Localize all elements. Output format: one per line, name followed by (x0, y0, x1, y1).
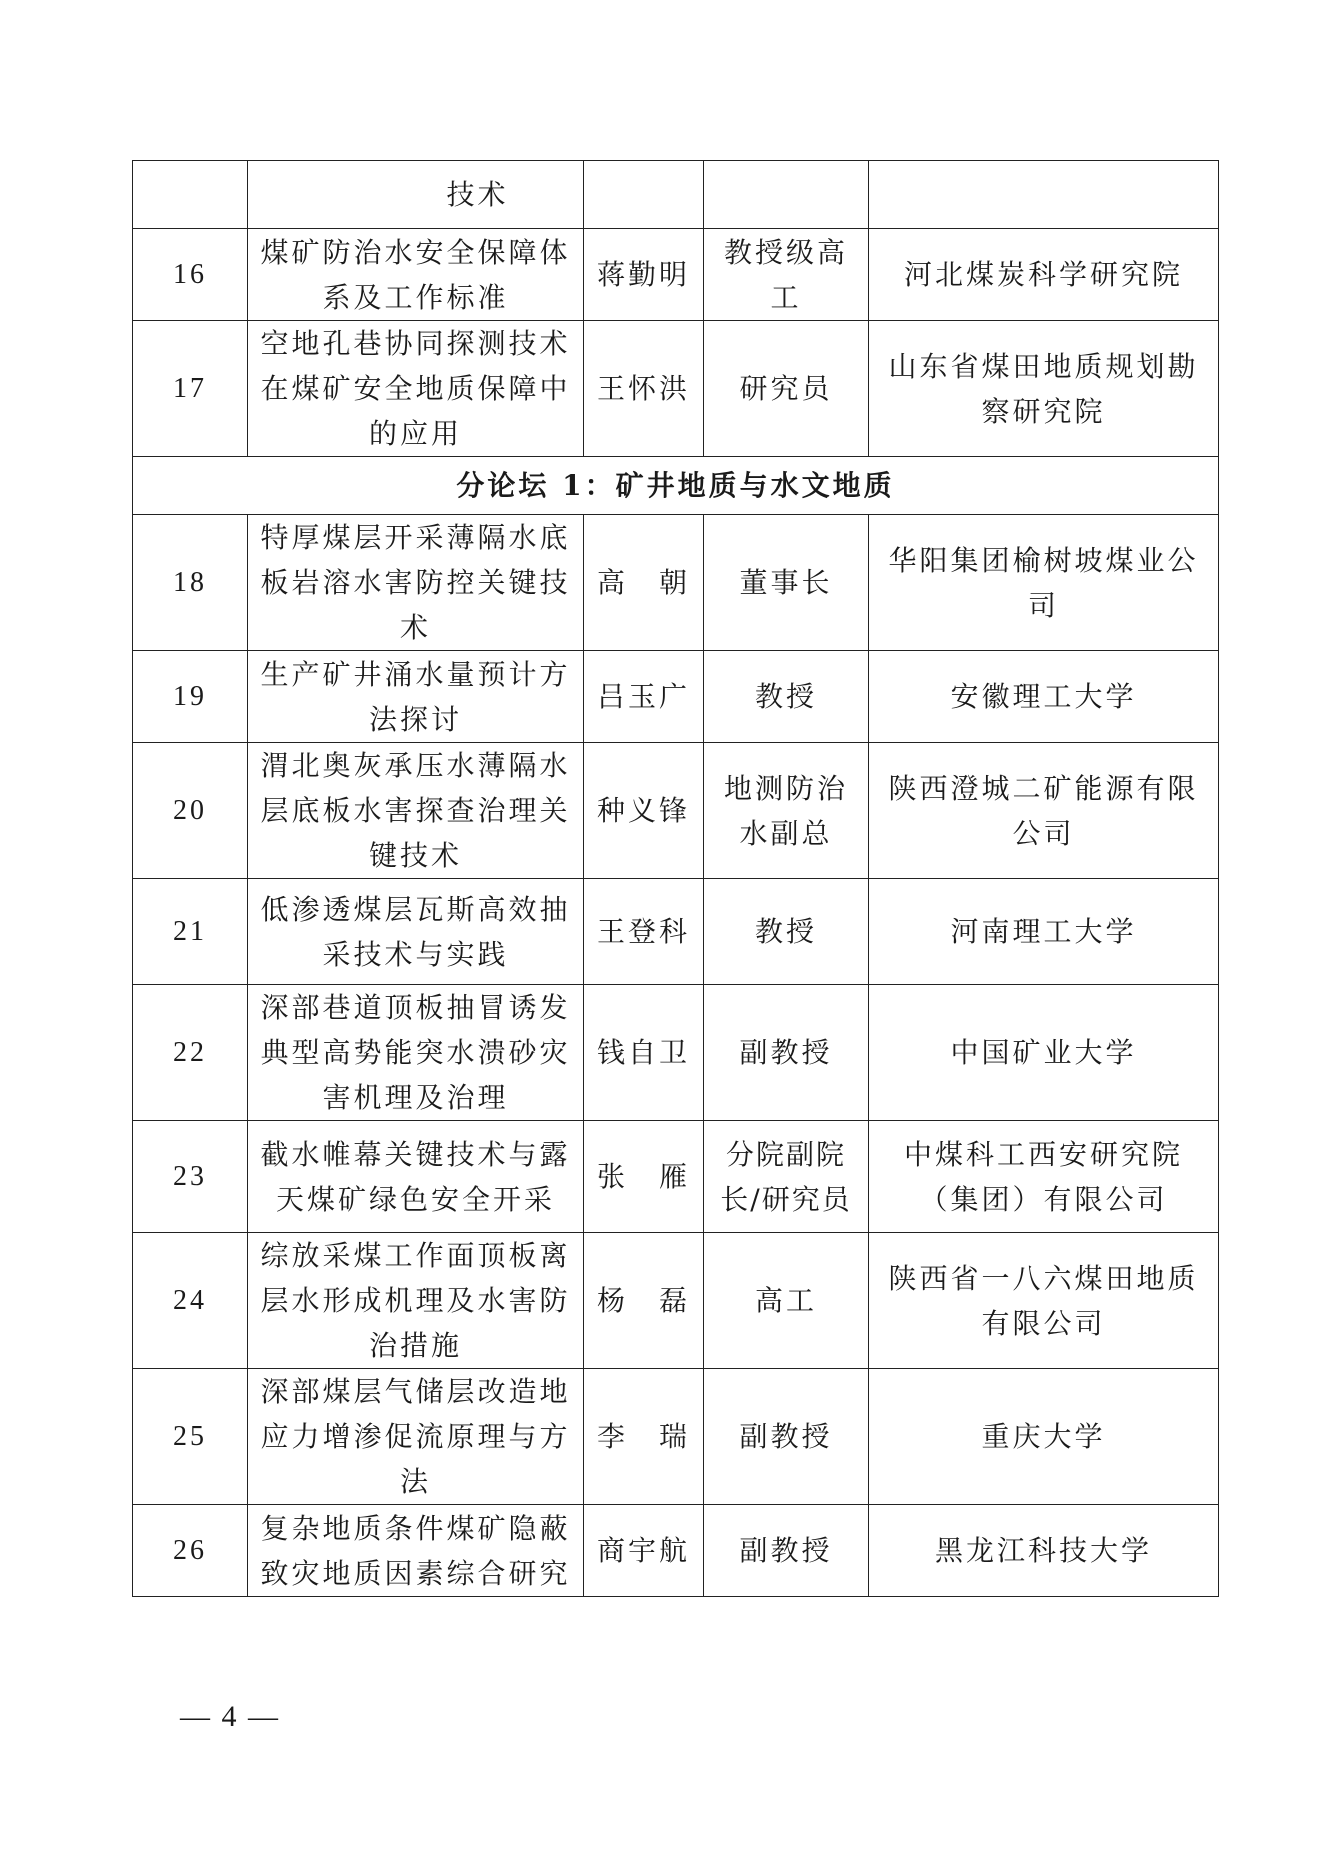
title-cell: 教授级高工 (704, 229, 869, 321)
number-cell (133, 161, 248, 229)
table-row (133, 515, 1219, 651)
title-cell: 分院副院长/研究员 (704, 1121, 869, 1233)
speaker-cell: 钱自卫 (584, 985, 704, 1121)
org-cell: 中国矿业大学 (869, 985, 1219, 1121)
table-row (133, 321, 1219, 457)
number-cell: 22 (133, 985, 248, 1121)
org-cell: 山东省煤田地质规划勘察研究院 (869, 321, 1219, 457)
speaker-cell: 蒋勤明 (584, 229, 704, 321)
table-row (133, 743, 1219, 879)
number-cell: 26 (133, 1505, 248, 1597)
speaker-cell: 王登科 (584, 879, 704, 985)
speaker-cell: 杨 磊 (584, 1233, 704, 1369)
program-table (132, 160, 1219, 1597)
title-cell: 教授 (704, 651, 869, 743)
number-cell: 20 (133, 743, 248, 879)
topic-cell: 复杂地质条件煤矿隐蔽致灾地质因素综合研究 (248, 1505, 584, 1597)
title-cell: 研究员 (704, 321, 869, 457)
number-cell: 19 (133, 651, 248, 743)
number-cell: 21 (133, 879, 248, 985)
topic-cell: 截水帷幕关键技术与露天煤矿绿色安全开采 (248, 1121, 584, 1233)
org-cell: 陕西澄城二矿能源有限公司 (869, 743, 1219, 879)
number-cell: 23 (133, 1121, 248, 1233)
topic-cell: 低渗透煤层瓦斯高效抽采技术与实践 (248, 879, 584, 985)
table-row (133, 651, 1219, 743)
org-cell: 华阳集团榆树坡煤业公司 (869, 515, 1219, 651)
org-cell: 重庆大学 (869, 1369, 1219, 1505)
table-row (133, 879, 1219, 985)
title-cell (704, 161, 869, 229)
page-number: — 4 — (180, 1700, 280, 1733)
org-cell: 河北煤炭科学研究院 (869, 229, 1219, 321)
table-row (133, 1233, 1219, 1369)
topic-cell: 深部煤层气储层改造地应力增渗促流原理与方法 (248, 1369, 584, 1505)
topic-cell: 渭北奥灰承压水薄隔水层底板水害探查治理关键技术 (248, 743, 584, 879)
speaker-cell: 王怀洪 (584, 321, 704, 457)
number-cell: 18 (133, 515, 248, 651)
title-cell: 副教授 (704, 1369, 869, 1505)
number-cell: 16 (133, 229, 248, 321)
org-cell: 黑龙江科技大学 (869, 1505, 1219, 1597)
table-row (133, 229, 1219, 321)
table-row (133, 1505, 1219, 1597)
table-row (133, 1121, 1219, 1233)
table-row (133, 161, 1219, 229)
table-row (133, 1369, 1219, 1505)
speaker-cell: 种义锋 (584, 743, 704, 879)
section-row (133, 457, 1219, 515)
speaker-cell: 张 雁 (584, 1121, 704, 1233)
title-cell: 副教授 (704, 985, 869, 1121)
topic-cell: 深部巷道顶板抽冒诱发典型高势能突水溃砂灾害机理及治理 (248, 985, 584, 1121)
topic-cell: 煤矿防治水安全保障体系及工作标准 (248, 229, 584, 321)
topic-cell: 技术 (248, 161, 584, 229)
topic-cell: 生产矿井涌水量预计方法探讨 (248, 651, 584, 743)
section-heading: 分论坛 1：矿井地质与水文地质 (133, 457, 1219, 515)
title-cell: 高工 (704, 1233, 869, 1369)
speaker-cell (584, 161, 704, 229)
speaker-cell: 商宇航 (584, 1505, 704, 1597)
org-cell: 中煤科工西安研究院（集团）有限公司 (869, 1121, 1219, 1233)
title-cell: 地测防治水副总 (704, 743, 869, 879)
topic-cell: 综放采煤工作面顶板离层水形成机理及水害防治措施 (248, 1233, 584, 1369)
speaker-cell: 吕玉广 (584, 651, 704, 743)
title-cell: 教授 (704, 879, 869, 985)
org-cell: 安徽理工大学 (869, 651, 1219, 743)
org-cell (869, 161, 1219, 229)
topic-cell: 特厚煤层开采薄隔水底板岩溶水害防控关键技术 (248, 515, 584, 651)
number-cell: 17 (133, 321, 248, 457)
title-cell: 董事长 (704, 515, 869, 651)
speaker-cell: 高 朝 (584, 515, 704, 651)
topic-cell: 空地孔巷协同探测技术在煤矿安全地质保障中的应用 (248, 321, 584, 457)
number-cell: 24 (133, 1233, 248, 1369)
org-cell: 陕西省一八六煤田地质有限公司 (869, 1233, 1219, 1369)
title-cell: 副教授 (704, 1505, 869, 1597)
table-row (133, 985, 1219, 1121)
org-cell: 河南理工大学 (869, 879, 1219, 985)
speaker-cell: 李 瑞 (584, 1369, 704, 1505)
number-cell: 25 (133, 1369, 248, 1505)
